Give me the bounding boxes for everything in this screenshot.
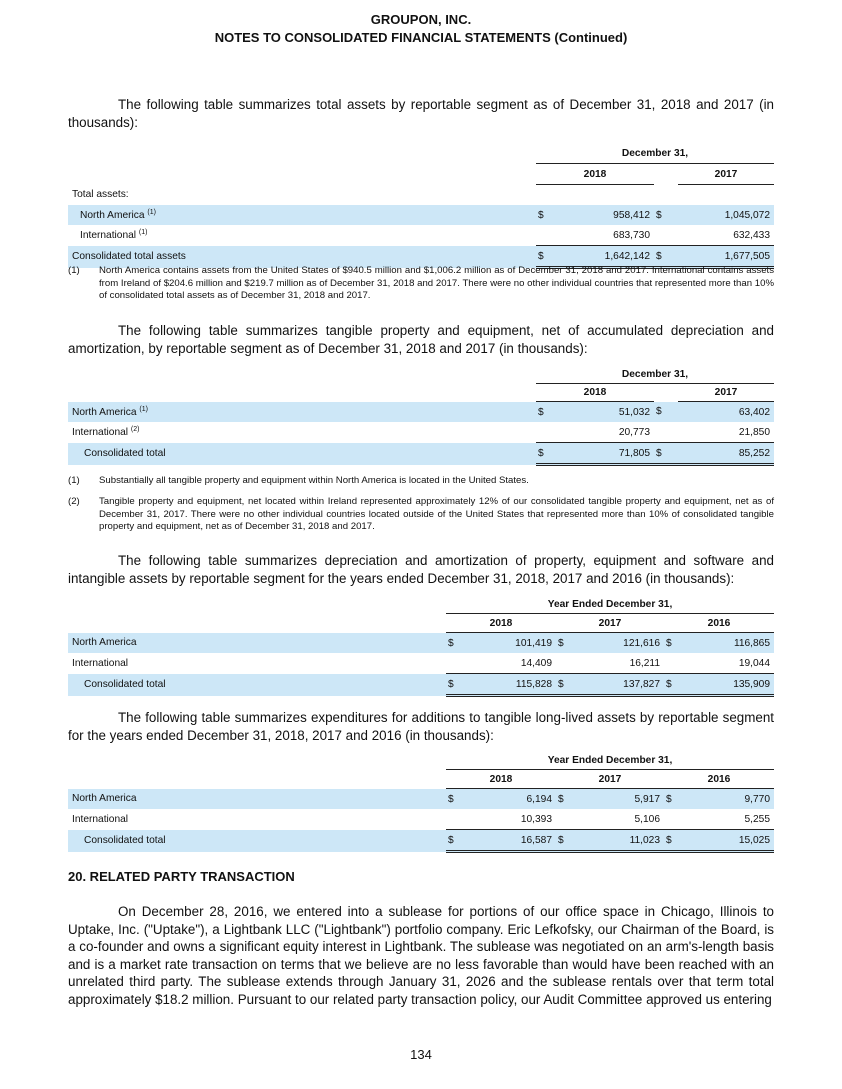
row-label: North America xyxy=(68,789,446,810)
cell-value: 135,909 xyxy=(686,674,774,696)
table-header-period xyxy=(68,752,774,770)
row-label: International $^{(1)}$ xyxy=(80,229,148,242)
footnote-mark: (1) xyxy=(147,209,156,216)
currency-sign: $ xyxy=(664,789,686,810)
currency-sign xyxy=(556,653,578,674)
row-label: International xyxy=(72,657,129,669)
cell-value: 14,409 xyxy=(468,653,556,674)
year-header: 2018 xyxy=(446,614,556,633)
footnote-mark: (1) xyxy=(138,229,148,237)
cell-value: 16,211 xyxy=(578,653,664,674)
cell-value: 51,032 xyxy=(558,402,654,423)
year-header: 2018 xyxy=(536,384,654,402)
cell-value: 85,252 xyxy=(678,443,774,465)
row-label: International xyxy=(72,813,129,825)
cell-value: 11,023 xyxy=(578,830,664,852)
footnote xyxy=(68,496,774,534)
cell-value: 5,917 xyxy=(578,789,664,810)
currency-sign xyxy=(556,809,578,830)
table-row xyxy=(68,633,774,654)
period-header: December 31, xyxy=(536,366,774,384)
table-total-row xyxy=(68,443,774,465)
currency-sign xyxy=(536,225,558,246)
row-label: Consolidated total assets xyxy=(68,246,536,268)
currency-sign: $ xyxy=(664,674,686,696)
table-expenditures xyxy=(68,752,774,853)
year-header: 2018 xyxy=(536,164,654,185)
table-header-period xyxy=(68,596,774,614)
cell-value: 683,730 xyxy=(558,225,654,246)
paragraph-related-party: On December 28, 2016, we entered into a sublease for portions of our office space in Chicago, Illinois to Uptake, Inc. ("Uptake"), a Lightbank LLC ("Lightbank") portfolio company. Eric Lefkofsky, our Chairman of the Board, is a co-founder and owns a significant equity interest in Lightbank. The sublease was negotiated on an arm's-length basis and is a market rate transaction on terms that we believe are no less favorable than would have been reached with an unrelated third party. The sublease extends through January 31, 2026 and the sublease rentals over that term total approximately $18.2 million. Pursuant to our related party transaction policy, our Audit Committee approved us entering xyxy=(68,904,774,1007)
footnote-number: (1) xyxy=(68,265,80,276)
table-total-assets xyxy=(68,143,774,269)
currency-sign: $ xyxy=(556,789,578,810)
paragraph-depreciation: The following table summarizes depreciation and amortization of property, equipment and software and intangible assets by reportable segment for the years ended December 31, 2018, 2017 and 2016 (in thousands): xyxy=(68,553,774,586)
paragraph-expenditures: The following table summarizes expenditures for additions to tangible long-lived assets by reportable segment for the years ended December 31, 2018, 2017 and 2016 (in thousands): xyxy=(68,710,774,743)
cell-value: 6,194 xyxy=(468,789,556,810)
table-row xyxy=(68,789,774,810)
footnote xyxy=(68,475,774,488)
cell-value: 5,106 xyxy=(578,809,664,830)
cell-value: 121,616 xyxy=(578,633,664,654)
footnote-number: (1) xyxy=(68,475,80,486)
table-row xyxy=(68,422,774,443)
currency-sign: $ xyxy=(446,830,468,852)
currency-sign: $ xyxy=(654,443,678,465)
currency-sign xyxy=(664,653,686,674)
cell-value: 1,642,142 xyxy=(558,246,654,268)
currency-sign xyxy=(446,653,468,674)
currency-sign: $ xyxy=(664,633,686,654)
currency-sign xyxy=(654,225,678,246)
cell-value: 10,393 xyxy=(468,809,556,830)
currency-sign: $ xyxy=(446,789,468,810)
cell-value: 63,402 xyxy=(678,402,774,423)
footnote-number: (2) xyxy=(68,496,80,507)
cell-value: 15,025 xyxy=(686,830,774,852)
cell-value: 16,587 xyxy=(468,830,556,852)
cell-value: 19,044 xyxy=(686,653,774,674)
cell-value: 5,255 xyxy=(686,809,774,830)
currency-sign: $ xyxy=(556,633,578,654)
period-header: Year Ended December 31, xyxy=(446,596,774,614)
table-depreciation xyxy=(68,596,774,697)
currency-sign: $ xyxy=(536,246,558,268)
year-header: 2016 xyxy=(664,770,774,789)
currency-sign: $ xyxy=(664,830,686,852)
row-label: Consolidated total xyxy=(68,830,446,852)
cell-value: 20,773 xyxy=(558,422,654,443)
row-label: Consolidated total xyxy=(68,443,536,465)
currency-sign: $ xyxy=(556,674,578,696)
cell-value: 115,828 xyxy=(468,674,556,696)
footnote xyxy=(68,265,774,303)
currency-sign xyxy=(446,809,468,830)
table-total-row xyxy=(68,830,774,852)
currency-sign xyxy=(654,422,678,443)
footnote-mark: (1) xyxy=(139,405,148,413)
footnote-mark: (2) xyxy=(130,426,140,434)
year-header: 2017 xyxy=(678,164,774,185)
cell-value: 137,827 xyxy=(578,674,664,696)
table-section-row xyxy=(68,185,774,206)
table-header-years xyxy=(68,164,774,185)
currency-sign: $ xyxy=(536,443,558,465)
table-header-years xyxy=(68,614,774,633)
currency-sign: $ xyxy=(536,402,558,423)
paragraph-total-assets: The following table summarizes total assets by reportable segment as of December 31, 2018 and 2017 (in thousands): xyxy=(68,97,774,130)
section-heading: 20. RELATED PARTY TRANSACTION xyxy=(68,869,295,884)
table-row xyxy=(68,225,774,246)
row-label: International $^{(2)}$ xyxy=(72,426,140,439)
currency-sign: $ xyxy=(556,830,578,852)
row-label: North America $^{(1)}$ xyxy=(68,402,536,423)
page-number: 134 xyxy=(410,1047,432,1062)
cell-value: 1,045,072 xyxy=(678,205,774,225)
table-header-years xyxy=(68,770,774,789)
cell-value: 1,677,505 xyxy=(678,246,774,268)
cell-value: 9,770 xyxy=(686,789,774,810)
paragraph-property-equipment: The following table summarizes tangible property and equipment, net of accumulated depreciation and amortization, by reportable segment as of December 31, 2018 and 2017 (in thousands): xyxy=(68,323,774,356)
currency-sign: $ xyxy=(654,402,678,423)
table-total-row xyxy=(68,674,774,696)
footnote-text: Tangible property and equipment, net located within Ireland represented approximately 12% of our consolidated tangible property and equipment, net as of December 31, 2017. There were no other individual countries located outside of the United States that represented more than 10% of consolidated tangible property and equipment, net as of December 31, 2018 and 2017. xyxy=(99,496,774,532)
table-row xyxy=(68,402,774,423)
cell-value: 101,419 xyxy=(468,633,556,654)
period-header: December 31, xyxy=(536,143,774,164)
table-header-period xyxy=(68,366,774,384)
cell-value: 632,433 xyxy=(678,225,774,246)
year-header: 2016 xyxy=(664,614,774,633)
currency-sign xyxy=(536,422,558,443)
cell-value: 21,850 xyxy=(678,422,774,443)
cell-value: 958,412 xyxy=(558,205,654,225)
table-row xyxy=(68,653,774,674)
year-header: 2017 xyxy=(556,614,664,633)
currency-sign: $ xyxy=(654,246,678,268)
currency-sign: $ xyxy=(536,205,558,225)
footnote-text: North America contains assets from the United States of $940.5 million and $1,006.2 million as of December 31, 2018 and 2017. International contains assets from Ireland of $204.6 million and $219.7 million as of December 31, 2018 and 2017. There were no other individual countries that represented more than 10% of consolidated total assets as of December 31, 2018 and 2017. xyxy=(99,265,774,301)
table-header-period xyxy=(68,143,774,164)
table-row xyxy=(68,205,774,225)
page-subtitle: NOTES TO CONSOLIDATED FINANCIAL STATEMENTS (Continued) xyxy=(214,30,628,45)
currency-sign xyxy=(664,809,686,830)
footnote-text: Substantially all tangible property and equipment within North America is located in the United States. xyxy=(99,475,529,486)
currency-sign: $ xyxy=(446,674,468,696)
cell-value: 116,865 xyxy=(686,633,774,654)
company-name: GROUPON, INC. xyxy=(370,12,472,27)
currency-sign: $ xyxy=(446,633,468,654)
table-property-equipment xyxy=(68,366,774,466)
currency-sign: $ xyxy=(654,205,678,225)
year-header: 2018 xyxy=(446,770,556,789)
table-header-years xyxy=(68,384,774,402)
table-row xyxy=(68,809,774,830)
section-label: Total assets: xyxy=(72,189,129,201)
row-label: North America $^{(1)}$ xyxy=(68,205,536,225)
period-header: Year Ended December 31, xyxy=(446,752,774,770)
row-label: North America xyxy=(68,633,446,654)
year-header: 2017 xyxy=(678,384,774,402)
year-header: 2017 xyxy=(556,770,664,789)
cell-value: 71,805 xyxy=(558,443,654,465)
row-label: Consolidated total xyxy=(68,674,446,696)
